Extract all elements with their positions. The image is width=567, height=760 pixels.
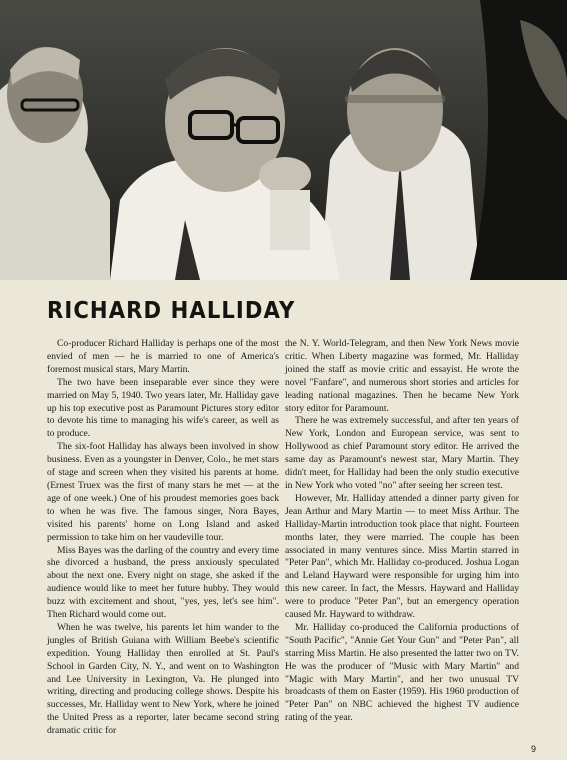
- paragraph: However, Mr. Halliday attended a dinner party given for Jean Arthur and Mary Martin — to meet Miss Arthur. The Halliday-Martin introduction took place that night. Fourteen months later, they were married. The couple has been associated in many ventures since. Miss Martin starred in "Peter Pan", which Mr. Halliday co-produced. Joshua Logan and Leland Hayward were responsible for urging him into this new career. In fact, the Messrs. Hayward and Halliday were to produce "Peter Pan", but an emergency operation caused Mr. Hayward to withdraw.: [285, 492, 519, 621]
- photo-illustration: [0, 0, 567, 280]
- paragraph: Co-producer Richard Halliday is perhaps one of the most envied of men — he is married to one of America's foremost musical stars, Mary Martin.: [47, 338, 279, 375]
- paragraph: The two have been inseparable ever since they were married on May 5, 1940. Two years later, Mr. Halliday gave up his top executive post as Paramount Pictures story editor to devote his time to managing his wife's career, as well as to produce.: [47, 376, 279, 440]
- paragraph: Mr. Halliday co-produced the California productions of "South Pacific", "Annie Get Your Gun" and "Peter Pan", all starring Miss Martin. He also presented the latter two on TV. He was the producer of "Music with Mary Martin" and "Magic with Mary Martin", and her two unusual TV broadcasts of them on Easter (1959). His 1960 production of "Peter Pan" on NBC achieved the highest TV audience rating of the year.: [285, 621, 519, 724]
- paragraph: The six-foot Halliday has always been involved in show business. Even as a youngster in Denver, Colo., he met stars of stage and screen when they visited his parents at home. (Ernest Truex was the first of many stars he met — at the age of one week.) One of his proudest memories goes back to when he was five. The famous singer, Nora Bayes, visited his parents' home on Long Island and asked permission to take him on her vaudeville tour.: [47, 441, 279, 543]
- header-photo: [0, 0, 567, 280]
- article-title: RICHARD HALLIDAY: [47, 296, 296, 324]
- paragraph: There he was extremely successful, and after ten years of New York, London and European service, was sent to Hollywood as chief Paramount story editor. He arrived the same day as Paramount's newest star, Mary Martin. They didn't meet, for Halliday had been the only studio executive in New York who voted "no" after seeing her screen test.: [285, 415, 519, 491]
- page-number: 9: [531, 744, 537, 754]
- article-column-right: [285, 338, 519, 725]
- article-column-left: [47, 338, 279, 738]
- paragraph: When he was twelve, his parents let him wander to the jungles of British Guiana with William Beebe's scientific expedition. Young Halliday then enrolled at St. Paul's School in Garden City, N. Y., and went on to Washington and Lee University in Lexington, Va. He plunged into writing, directing and producing college shows. Despite his successes, Mr. Halliday went to New York, where he joined the United Press as a reporter, later became second string dramatic critic for: [47, 621, 279, 737]
- paragraph: Miss Bayes was the darling of the country and every time she divorced a husband, the press anxiously speculated about the next one. Every night on stage, she asked if the audience would like to meet her future hubby. They would buzz with excitement and shout, "yes, yes, let's see him". Then Richard would come out.: [47, 544, 279, 621]
- paragraph-continued: the N. Y. World-Telegram, and then New York News movie critic. When Liberty magazine was formed, Mr. Halliday joined the staff as movie critic and essayist. He wrote the novel "Fanfare", and numerous short stories and articles for leading national magazines. Then he became New York story editor for Paramount.: [285, 338, 519, 414]
